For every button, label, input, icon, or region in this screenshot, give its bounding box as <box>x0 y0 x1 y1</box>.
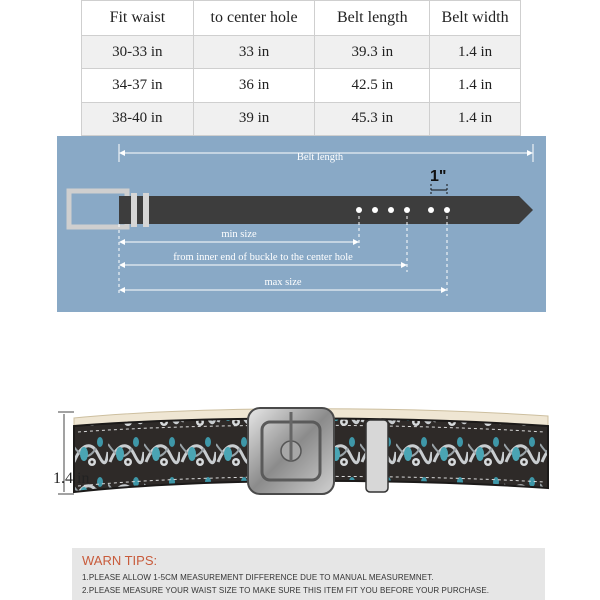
table-cell: 1.4 in <box>430 69 521 102</box>
table-row <box>82 102 521 135</box>
header-fit-waist: Fit waist <box>82 1 194 36</box>
warn-tip-2: 2.PLEASE MEASURE YOUR WAIST SIZE TO MAKE SURE THIS ITEM FIT YOU BEFORE YOUR PURCHASE. <box>82 586 490 595</box>
diagram-buckle-frame <box>69 191 127 227</box>
header-center-hole: to center hole <box>193 1 315 36</box>
diagram-belt-strap <box>119 196 533 224</box>
table-cell: 38-40 in <box>82 102 194 135</box>
table-cell: 39 in <box>193 102 315 135</box>
diagram-buckle-keeper-1-front <box>131 193 137 227</box>
belt-photo <box>0 392 600 542</box>
min-size-label: min size <box>221 229 257 240</box>
diagram-buckle-keeper-2-front <box>143 193 149 227</box>
table-cell: 33 in <box>193 36 315 69</box>
center-hole-label: from inner end of buckle to the center hole <box>173 252 353 263</box>
warn-tip-1: 1.PLEASE ALLOW 1-5CM MEASUREMENT DIFFERENCE DUE TO MANUAL MEASUREMNET. <box>82 573 434 582</box>
header-belt-width: Belt width <box>430 1 521 36</box>
belt-hole <box>388 207 394 213</box>
header-belt-length: Belt length <box>315 1 430 36</box>
belt-width-label: 1.4 in <box>53 470 90 487</box>
table-row <box>82 36 521 69</box>
table-cell: 45.3 in <box>315 102 430 135</box>
table-row <box>82 69 521 102</box>
table-cell: 39.3 in <box>315 36 430 69</box>
belt-keeper <box>366 420 388 492</box>
belt-hole <box>404 207 410 213</box>
max-size-label: max size <box>264 277 302 288</box>
belt-hole <box>444 207 450 213</box>
size-table <box>81 0 521 136</box>
warn-tips-box <box>72 548 545 600</box>
belt-hole <box>372 207 378 213</box>
table-cell: 42.5 in <box>315 69 430 102</box>
table-cell: 30-33 in <box>82 36 194 69</box>
belt-hole <box>356 207 362 213</box>
belt-hole <box>428 207 434 213</box>
table-cell: 1.4 in <box>430 102 521 135</box>
hole-spacing-label: 1" <box>430 168 447 185</box>
size-table-header-row <box>82 1 521 36</box>
warn-tips-title: WARN TIPS: <box>82 553 158 568</box>
table-cell: 36 in <box>193 69 315 102</box>
belt-size-diagram <box>57 136 546 312</box>
table-cell: 1.4 in <box>430 36 521 69</box>
table-cell: 34-37 in <box>82 69 194 102</box>
belt-length-label: Belt length <box>296 152 344 163</box>
